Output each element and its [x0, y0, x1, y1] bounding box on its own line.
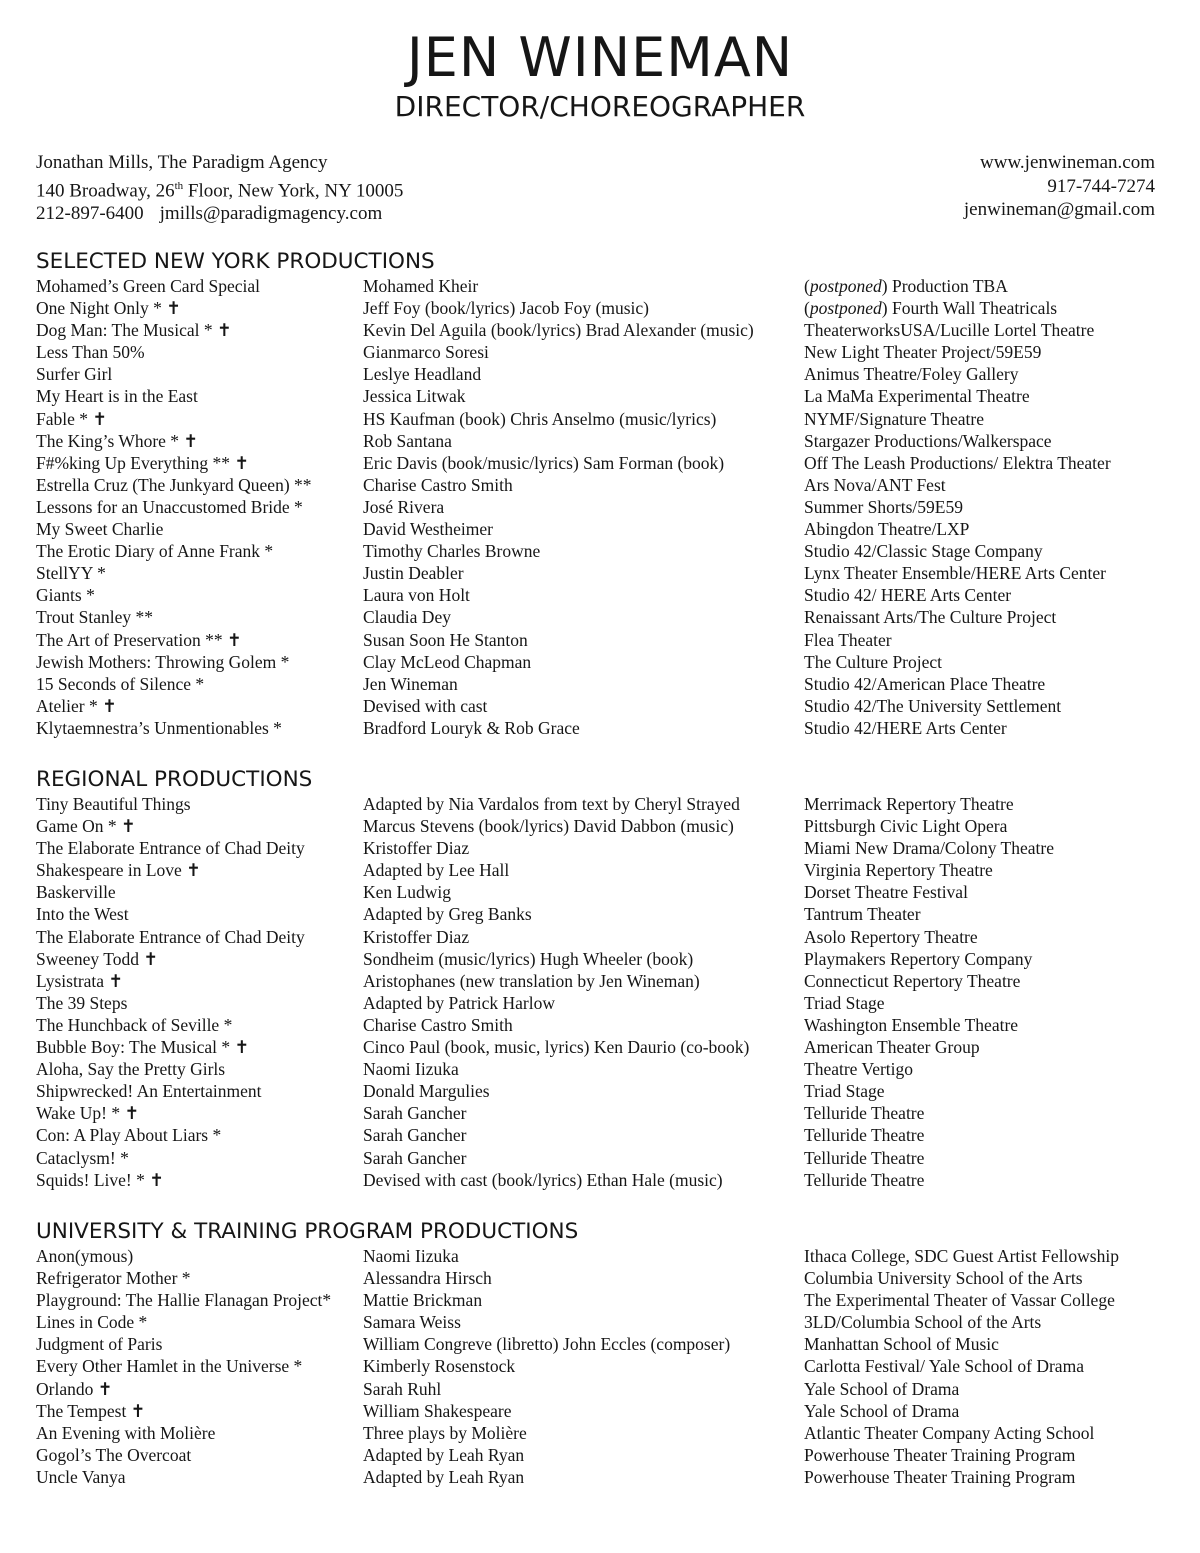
- personal-email-link[interactable]: jenwineman@gmail.com: [963, 199, 1155, 220]
- production-title: Lessons for an Unaccustomed Bride *: [36, 496, 303, 517]
- production-author: Kevin Del Aguila (book/lyrics) Brad Alexander (music): [363, 320, 754, 341]
- production-title: Surfer Girl: [36, 364, 113, 385]
- production-author: Devised with cast (book/lyrics) Ethan Hale (music): [363, 1169, 723, 1190]
- production-title: Fable * ✝: [36, 408, 108, 429]
- production-author: Devised with cast: [363, 695, 488, 716]
- production-venue: Ithaca College, SDC Guest Artist Fellowship: [804, 1246, 1119, 1266]
- production-title: Aloha, Say the Pretty Girls: [36, 1059, 226, 1080]
- production-title: The Erotic Diary of Anne Frank *: [36, 541, 274, 562]
- production-venue: Manhattan School of Music: [804, 1334, 999, 1355]
- production-row: [36, 1058, 1166, 1080]
- production-title: An Evening with Molière: [36, 1422, 216, 1443]
- production-venue: Lynx Theater Ensemble/HERE Arts Center: [804, 563, 1106, 584]
- production-row: [36, 926, 1166, 948]
- production-title: Lines in Code *: [36, 1312, 148, 1333]
- production-title: Squids! Live! * ✝: [36, 1169, 164, 1190]
- agent-phone: 212-897-6400: [36, 203, 144, 225]
- production-venue: Stargazer Productions/Walkerspace: [804, 430, 1052, 451]
- production-title: Klytaemnestra’s Unmentionables *: [36, 717, 282, 738]
- production-row: [36, 606, 1166, 628]
- production-venue: New Light Theater Project/59E59: [804, 342, 1042, 363]
- production-row: [36, 1147, 1166, 1169]
- production-author: Samara Weiss: [363, 1312, 461, 1333]
- production-author: Bradford Louryk & Rob Grace: [363, 717, 580, 738]
- production-row: [36, 1333, 1166, 1355]
- production-author: William Shakespeare: [363, 1400, 512, 1421]
- production-author: Eric Davis (book/music/lyrics) Sam Forman (book): [363, 452, 725, 473]
- production-author: Kimberly Rosenstock: [363, 1356, 516, 1377]
- address-ordinal: th: [174, 179, 184, 192]
- production-venue: Powerhouse Theater Training Program: [804, 1466, 1076, 1487]
- production-venue: The Culture Project: [804, 651, 943, 672]
- production-row: [36, 319, 1166, 341]
- production-row: [36, 1169, 1166, 1191]
- production-author: Jessica Litwak: [363, 386, 466, 407]
- production-row: [36, 562, 1166, 584]
- production-venue: The Experimental Theater of Vassar College: [804, 1290, 1115, 1311]
- production-author: Clay McLeod Chapman: [363, 651, 532, 672]
- production-title: Lysistrata ✝: [36, 970, 124, 991]
- production-list: [36, 275, 1166, 739]
- production-title: Sweeney Todd ✝: [36, 948, 158, 969]
- production-row: [36, 297, 1166, 319]
- production-venue: Off The Leash Productions/ Elektra Theater: [804, 452, 1111, 473]
- production-row: [36, 815, 1166, 837]
- production-title: Cataclysm! *: [36, 1147, 129, 1168]
- production-title: Mohamed’s Green Card Special: [36, 276, 261, 296]
- production-row: [36, 1444, 1166, 1466]
- production-venue: Washington Ensemble Theatre: [804, 1014, 1019, 1035]
- production-author: Mohamed Kheir: [363, 276, 479, 296]
- production-row: [36, 717, 1166, 739]
- production-author: Rob Santana: [363, 430, 452, 451]
- production-venue: Telluride Theatre: [804, 1147, 925, 1168]
- production-author: Charise Castro Smith: [363, 474, 513, 495]
- production-row: [36, 430, 1166, 452]
- production-row: [36, 1036, 1166, 1058]
- agent-name: Jonathan Mills, The Paradigm Agency: [36, 152, 328, 173]
- production-title: The Tempest ✝: [36, 1400, 146, 1421]
- production-row: [36, 695, 1166, 717]
- production-row: [36, 859, 1166, 881]
- production-venue: (postponed) Production TBA: [804, 276, 1008, 296]
- production-title: The Elaborate Entrance of Chad Deity: [36, 926, 305, 947]
- production-venue: Atlantic Theater Company Acting School: [804, 1422, 1095, 1443]
- production-title: F#%king Up Everything ** ✝: [36, 452, 249, 473]
- address-part: Floor, New York, NY 10005: [183, 179, 404, 201]
- production-title: Orlando ✝: [36, 1378, 113, 1399]
- section-new-york: [36, 249, 1166, 739]
- production-venue: Asolo Repertory Theatre: [804, 926, 978, 947]
- production-row: [36, 903, 1166, 925]
- personal-phone: 917-744-7274: [1047, 175, 1155, 197]
- production-author: Ken Ludwig: [363, 882, 451, 903]
- production-title: Anon(ymous): [36, 1246, 134, 1266]
- production-title: The Art of Preservation ** ✝: [36, 629, 242, 650]
- production-venue: Renaissant Arts/The Culture Project: [804, 607, 1057, 628]
- production-title: The Hunchback of Seville *: [36, 1014, 233, 1035]
- production-row: [36, 992, 1166, 1014]
- production-author: Jen Wineman: [363, 673, 458, 694]
- production-row: [36, 1355, 1166, 1377]
- production-author: Sarah Gancher: [363, 1147, 467, 1168]
- production-row: [36, 518, 1166, 540]
- production-author: Adapted by Patrick Harlow: [363, 992, 555, 1013]
- production-title: Baskerville: [36, 882, 116, 903]
- production-author: Adapted by Leah Ryan: [363, 1466, 525, 1487]
- production-row: [36, 408, 1166, 430]
- venue-name: Fourth Wall Theatricals: [887, 298, 1058, 319]
- production-row: [36, 1080, 1166, 1102]
- section-heading: REGIONAL PRODUCTIONS: [36, 767, 313, 792]
- production-venue: Miami New Drama/Colony Theatre: [804, 838, 1054, 859]
- production-author: Adapted by Nia Vardalos from text by Cheryl Strayed: [363, 794, 740, 814]
- production-row: [36, 385, 1166, 407]
- production-venue: Playmakers Repertory Company: [804, 948, 1033, 969]
- production-row: [36, 275, 1166, 297]
- production-venue: Telluride Theatre: [804, 1169, 925, 1190]
- production-author: Aristophanes (new translation by Jen Wineman): [363, 970, 700, 991]
- agent-phone-email: [36, 202, 403, 226]
- website-link[interactable]: www.jenwineman.com: [980, 152, 1155, 173]
- production-title: Dog Man: The Musical * ✝: [36, 320, 232, 341]
- production-venue: American Theater Group: [804, 1037, 980, 1058]
- production-venue: Studio 42/ HERE Arts Center: [804, 585, 1012, 606]
- production-author: Justin Deabler: [363, 563, 464, 584]
- production-title: Less Than 50%: [36, 342, 145, 363]
- production-venue: Ars Nova/ANT Fest: [804, 474, 946, 495]
- production-author: Naomi Iizuka: [363, 1246, 459, 1266]
- section-heading: SELECTED NEW YORK PRODUCTIONS: [36, 249, 435, 274]
- production-venue: Columbia University School of the Arts: [804, 1268, 1083, 1289]
- production-author: David Westheimer: [363, 519, 493, 540]
- section-university: [36, 1219, 1166, 1488]
- production-venue: Powerhouse Theater Training Program: [804, 1444, 1076, 1465]
- production-author: Claudia Dey: [363, 607, 451, 628]
- production-venue: Pittsburgh Civic Light Opera: [804, 816, 1008, 837]
- production-row: [36, 970, 1166, 992]
- production-author: Jeff Foy (book/lyrics) Jacob Foy (music): [363, 298, 649, 319]
- production-title: Shipwrecked! An Entertainment: [36, 1081, 262, 1102]
- production-author: José Rivera: [363, 496, 445, 517]
- production-venue: Carlotta Festival/ Yale School of Drama: [804, 1356, 1084, 1377]
- production-row: [36, 1014, 1166, 1036]
- production-author: Alessandra Hirsch: [363, 1268, 492, 1289]
- section-heading: UNIVERSITY & TRAINING PROGRAM PRODUCTIONS: [36, 1219, 579, 1244]
- agent-address: [36, 175, 403, 203]
- production-venue: Studio 42/Classic Stage Company: [804, 541, 1043, 562]
- production-row: [36, 1267, 1166, 1289]
- production-list: [36, 793, 1166, 1191]
- production-author: Charise Castro Smith: [363, 1014, 513, 1035]
- production-venue: Telluride Theatre: [804, 1125, 925, 1146]
- production-title: The Elaborate Entrance of Chad Deity: [36, 838, 305, 859]
- production-venue: La MaMa Experimental Theatre: [804, 386, 1030, 407]
- production-author: Sarah Gancher: [363, 1103, 467, 1124]
- venue-note: postponed: [809, 298, 882, 319]
- production-venue: 3LD/Columbia School of the Arts: [804, 1312, 1042, 1333]
- production-venue: Yale School of Drama: [804, 1378, 960, 1399]
- production-row: [36, 452, 1166, 474]
- production-row: [36, 629, 1166, 651]
- production-title: Jewish Mothers: Throwing Golem *: [36, 651, 290, 672]
- production-row: [36, 1311, 1166, 1333]
- production-title: Gogol’s The Overcoat: [36, 1444, 192, 1465]
- production-author: Cinco Paul (book, music, lyrics) Ken Daurio (co-book): [363, 1037, 750, 1058]
- production-title: Every Other Hamlet in the Universe *: [36, 1356, 303, 1377]
- production-row: [36, 1245, 1166, 1267]
- production-venue: Dorset Theatre Festival: [804, 882, 968, 903]
- agent-contact: [36, 151, 403, 226]
- production-author: Mattie Brickman: [363, 1290, 483, 1311]
- production-title: Tiny Beautiful Things: [36, 794, 191, 814]
- agent-email-link[interactable]: jmills@paradigmagency.com: [159, 203, 383, 225]
- production-title: The 39 Steps: [36, 992, 128, 1013]
- production-author: Laura von Holt: [363, 585, 470, 606]
- production-title: Refrigerator Mother *: [36, 1268, 191, 1289]
- production-row: [36, 1378, 1166, 1400]
- production-row: [36, 948, 1166, 970]
- production-venue: Telluride Theatre: [804, 1103, 925, 1124]
- production-title: Bubble Boy: The Musical * ✝: [36, 1037, 250, 1058]
- production-author: Adapted by Lee Hall: [363, 860, 510, 881]
- venue-name: Production TBA: [887, 276, 1008, 296]
- production-venue: TheaterworksUSA/Lucille Lortel Theatre: [804, 320, 1095, 341]
- production-venue: NYMF/Signature Theatre: [804, 408, 984, 429]
- production-title: Wake Up! * ✝: [36, 1103, 140, 1124]
- production-title: Uncle Vanya: [36, 1466, 126, 1487]
- production-title: Con: A Play About Liars *: [36, 1125, 222, 1146]
- production-title: Estrella Cruz (The Junkyard Queen) **: [36, 474, 312, 495]
- production-venue: Studio 42/The University Settlement: [804, 695, 1062, 716]
- production-author: Naomi Iizuka: [363, 1059, 459, 1080]
- production-row: [36, 363, 1166, 385]
- production-row: [36, 1289, 1166, 1311]
- production-author: Timothy Charles Browne: [363, 541, 541, 562]
- production-title: My Heart is in the East: [36, 386, 198, 407]
- production-row: [36, 881, 1166, 903]
- production-row: [36, 793, 1166, 815]
- production-title: Judgment of Paris: [36, 1334, 163, 1355]
- production-row: [36, 474, 1166, 496]
- address-part: 140 Broadway, 26: [36, 179, 175, 201]
- production-row: [36, 1422, 1166, 1444]
- production-row: [36, 1400, 1166, 1422]
- production-author: Adapted by Leah Ryan: [363, 1444, 525, 1465]
- production-title: Atelier * ✝: [36, 695, 117, 716]
- production-venue: Summer Shorts/59E59: [804, 496, 963, 517]
- production-author: Leslye Headland: [363, 364, 482, 385]
- production-author: Adapted by Greg Banks: [363, 904, 532, 925]
- production-row: [36, 651, 1166, 673]
- production-venue: Theatre Vertigo: [804, 1059, 914, 1080]
- production-title: The King’s Whore * ✝: [36, 430, 199, 451]
- production-row: [36, 1466, 1166, 1488]
- production-author: Three plays by Molière: [363, 1422, 527, 1443]
- production-author: Susan Soon He Stanton: [363, 629, 528, 650]
- production-author: Kristoffer Diaz: [363, 838, 470, 859]
- production-row: [36, 341, 1166, 363]
- production-venue: Animus Theatre/Foley Gallery: [804, 364, 1019, 385]
- production-venue: Virginia Repertory Theatre: [804, 860, 993, 881]
- production-author: Donald Margulies: [363, 1081, 490, 1102]
- production-title: Shakespeare in Love ✝: [36, 860, 201, 881]
- production-author: HS Kaufman (book) Chris Anselmo (music/lyrics): [363, 408, 717, 429]
- production-venue: (postponed) Fourth Wall Theatricals: [804, 298, 1058, 319]
- production-title: One Night Only * ✝: [36, 298, 181, 319]
- production-title: StellYY *: [36, 563, 106, 584]
- production-venue: Tantrum Theater: [804, 904, 921, 925]
- section-regional: [36, 767, 1166, 1191]
- personal-contact: [964, 151, 1155, 222]
- page-title: JEN WINEMAN: [406, 26, 794, 89]
- production-title: Giants *: [36, 585, 95, 606]
- production-row: [36, 584, 1166, 606]
- production-title: Game On * ✝: [36, 816, 136, 837]
- production-row: [36, 1102, 1166, 1124]
- production-venue: Yale School of Drama: [804, 1400, 960, 1421]
- production-venue: Studio 42/American Place Theatre: [804, 673, 1046, 694]
- production-title: My Sweet Charlie: [36, 519, 164, 540]
- production-row: [36, 496, 1166, 518]
- production-author: William Congreve (libretto) John Eccles (composer): [363, 1334, 731, 1355]
- production-row: [36, 673, 1166, 695]
- production-author: Sondheim (music/lyrics) Hugh Wheeler (book): [363, 948, 694, 969]
- production-row: [36, 837, 1166, 859]
- production-title: Into the West: [36, 904, 129, 925]
- production-venue: Merrimack Repertory Theatre: [804, 794, 1014, 814]
- venue-note: postponed: [809, 276, 882, 296]
- production-title: Trout Stanley **: [36, 607, 154, 628]
- production-venue: Connecticut Repertory Theatre: [804, 970, 1021, 991]
- production-venue: Studio 42/HERE Arts Center: [804, 717, 1007, 738]
- production-venue: Triad Stage: [804, 1081, 885, 1102]
- production-row: [36, 540, 1166, 562]
- production-title: 15 Seconds of Silence *: [36, 673, 205, 694]
- page-subtitle: DIRECTOR/CHOREOGRAPHER: [394, 90, 806, 123]
- production-list: [36, 1245, 1166, 1488]
- production-author: Marcus Stevens (book/lyrics) David Dabbon (music): [363, 816, 734, 837]
- production-author: Sarah Ruhl: [363, 1378, 442, 1399]
- production-author: Gianmarco Soresi: [363, 342, 489, 363]
- production-venue: Triad Stage: [804, 992, 885, 1013]
- production-venue: Flea Theater: [804, 629, 892, 650]
- production-author: Kristoffer Diaz: [363, 926, 470, 947]
- production-author: Sarah Gancher: [363, 1125, 467, 1146]
- production-title: Playground: The Hallie Flanagan Project*: [36, 1290, 332, 1311]
- production-venue: Abingdon Theatre/LXP: [804, 519, 970, 540]
- production-row: [36, 1124, 1166, 1146]
